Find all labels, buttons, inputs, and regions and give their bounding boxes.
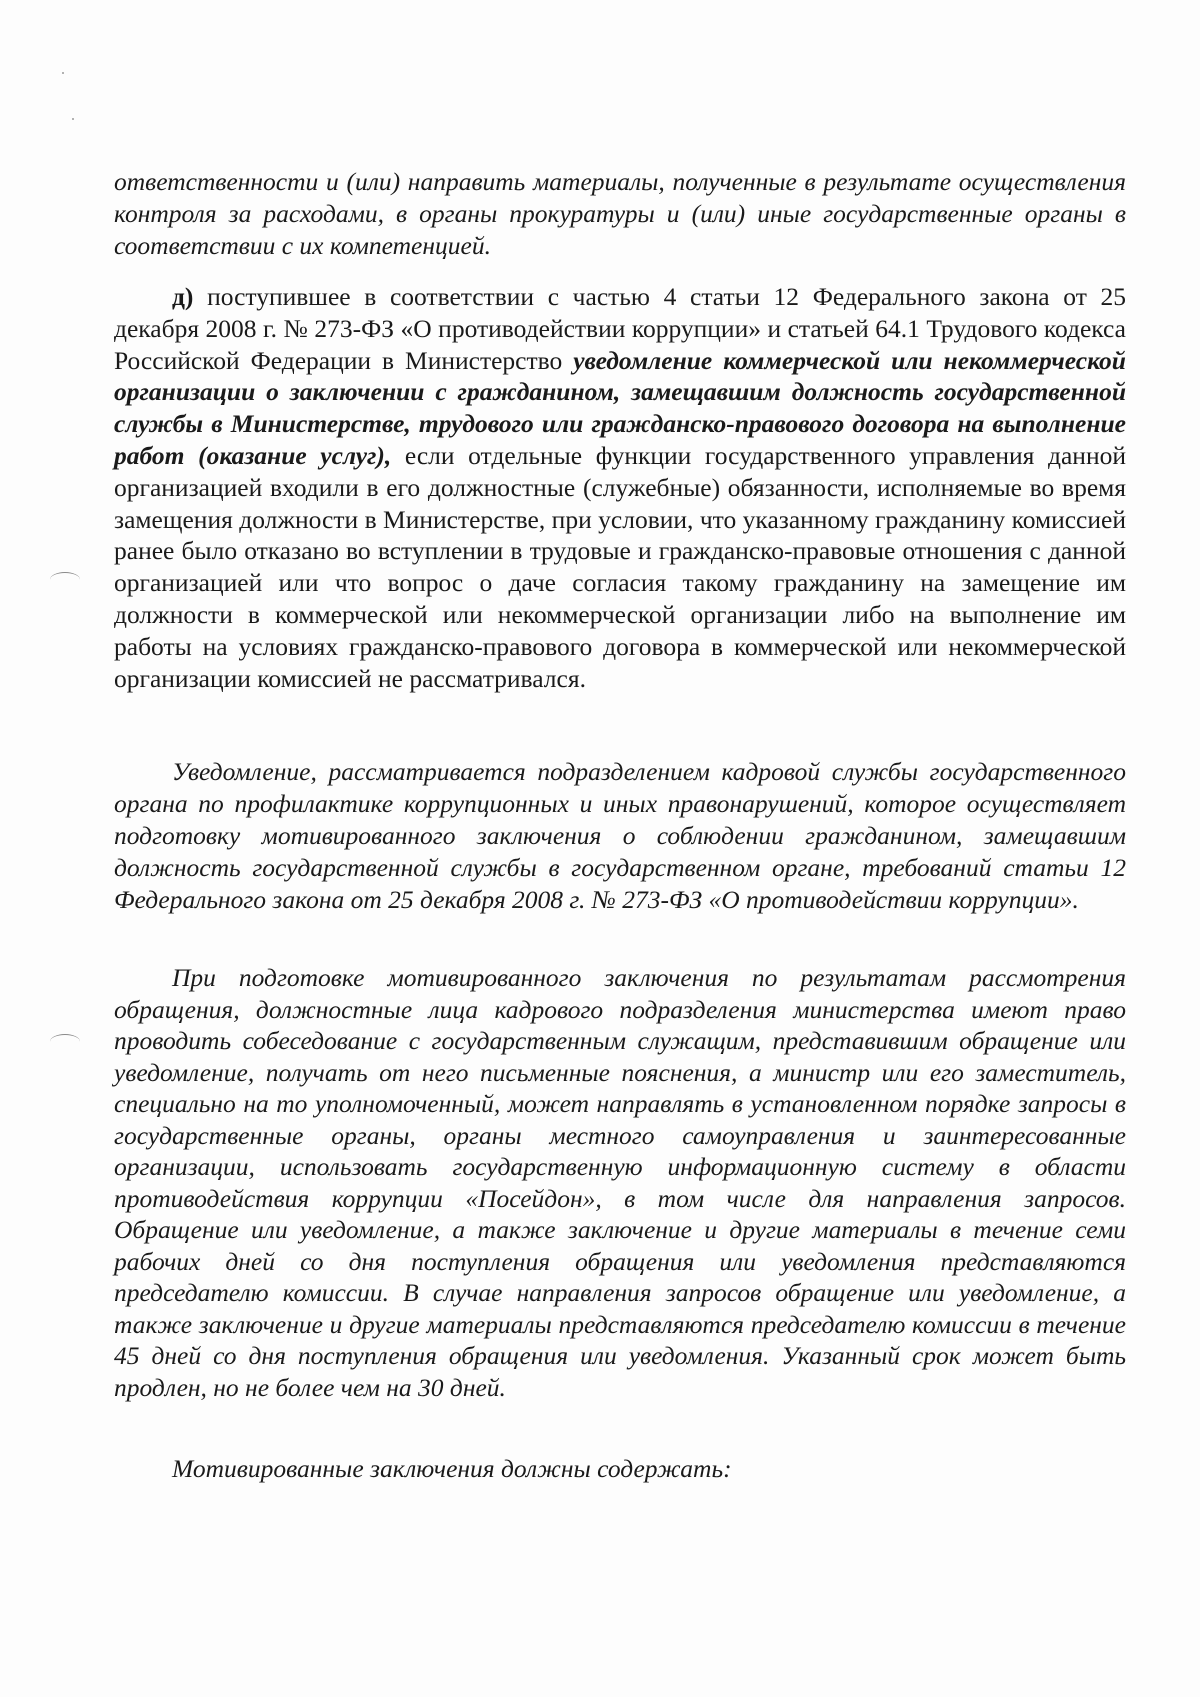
item-marker: д) bbox=[172, 282, 194, 311]
paragraph-item-d bbox=[114, 281, 1126, 694]
paragraph-conclusion-preparation: При подготовке мотивированного заключения по результатам рассмотрения обращения, должностные лица кадрового подразделения министерства имеют право проводить собеседование с государственным служащим, представившим обращение или уведомление, получать от него письменные пояснения, а министр или его заместитель, специально на то уполномоченный, может направлять в установленном порядке запросы в государственные органы, органы местного самоуправления и заинтересованные организации, использовать государственную информационную систему в области противодействия коррупции «Посейдон», в том числе для направления запросов. Обращение или уведомление, а также заключение и другие материалы в течение семи рабочих дней со дня поступления обращения или уведомления представляются председателю комиссии. В случае направления запросов обращение или уведомление, а также заключение и другие материалы представляются председателю комиссии в течение 45 дней со дня поступления обращения или уведомления. Указанный срок может быть продлен, но не более чем на 30 дней. bbox=[114, 963, 1126, 1402]
paragraph-conclusion-contents: Мотивированные заключения должны содержать: bbox=[172, 1454, 732, 1483]
paragraph-responsibility-continuation: ответственности и (или) направить материалы, полученные в результате осуществления контроля за расходами, в органы прокуратуры и (или) иные государственные органы в соответствии с их компетенцией. bbox=[114, 167, 1126, 260]
paragraph-notification-review: Уведомление, рассматривается подразделением кадровой службы государственного органа по профилактике коррупционных и иных правонарушений, которое осуществляет подготовку мотивированного заключения о соблюдении гражданином, замещавшим должность государственной службы в государственном органе, требований статьи 12 Федерального закона от 25 декабря 2008 г. № 273-ФЗ «О противодействии коррупции». bbox=[114, 757, 1126, 914]
item-d-text-intro: поступившее в соответствии с частью 4 статьи 12 Федерального закона от 25 декабря 2008 г. № 273-ФЗ «О противодействии коррупции» и статьей 64.1 Трудового кодекса Российской Федерации в Министерство bbox=[114, 282, 1126, 375]
hole-punch-mark bbox=[50, 1034, 80, 1049]
scan-speck bbox=[62, 72, 64, 74]
item-d-text-conditions: если отдельные функции государственного управления данной организацией входили в его должностные (служебные) обязанности, исполняемые во время замещения должности в Министерстве, при условии, что указанному гражданину комиссией ранее было отказано во вступлении в трудовые и гражданско-правовые отношения с данной организацией или что вопрос о даче согласия такому гражданину на замещение им должности в коммерческой или некоммерческой организации либо на выполнение им работы на условиях гражданско-правового договора в коммерческой или некоммерческой организации комиссией не рассматривался. bbox=[114, 440, 1126, 693]
scan-speck bbox=[72, 118, 74, 120]
hole-punch-mark bbox=[50, 572, 80, 587]
item-d-emphasis: уведомление коммерческой или некоммерческой организации о заключении с гражданином, замещавшим должность государственной службы в Министерстве, трудового или гражданско-правового договора на выполнение работ (оказание услуг), bbox=[114, 345, 1126, 470]
